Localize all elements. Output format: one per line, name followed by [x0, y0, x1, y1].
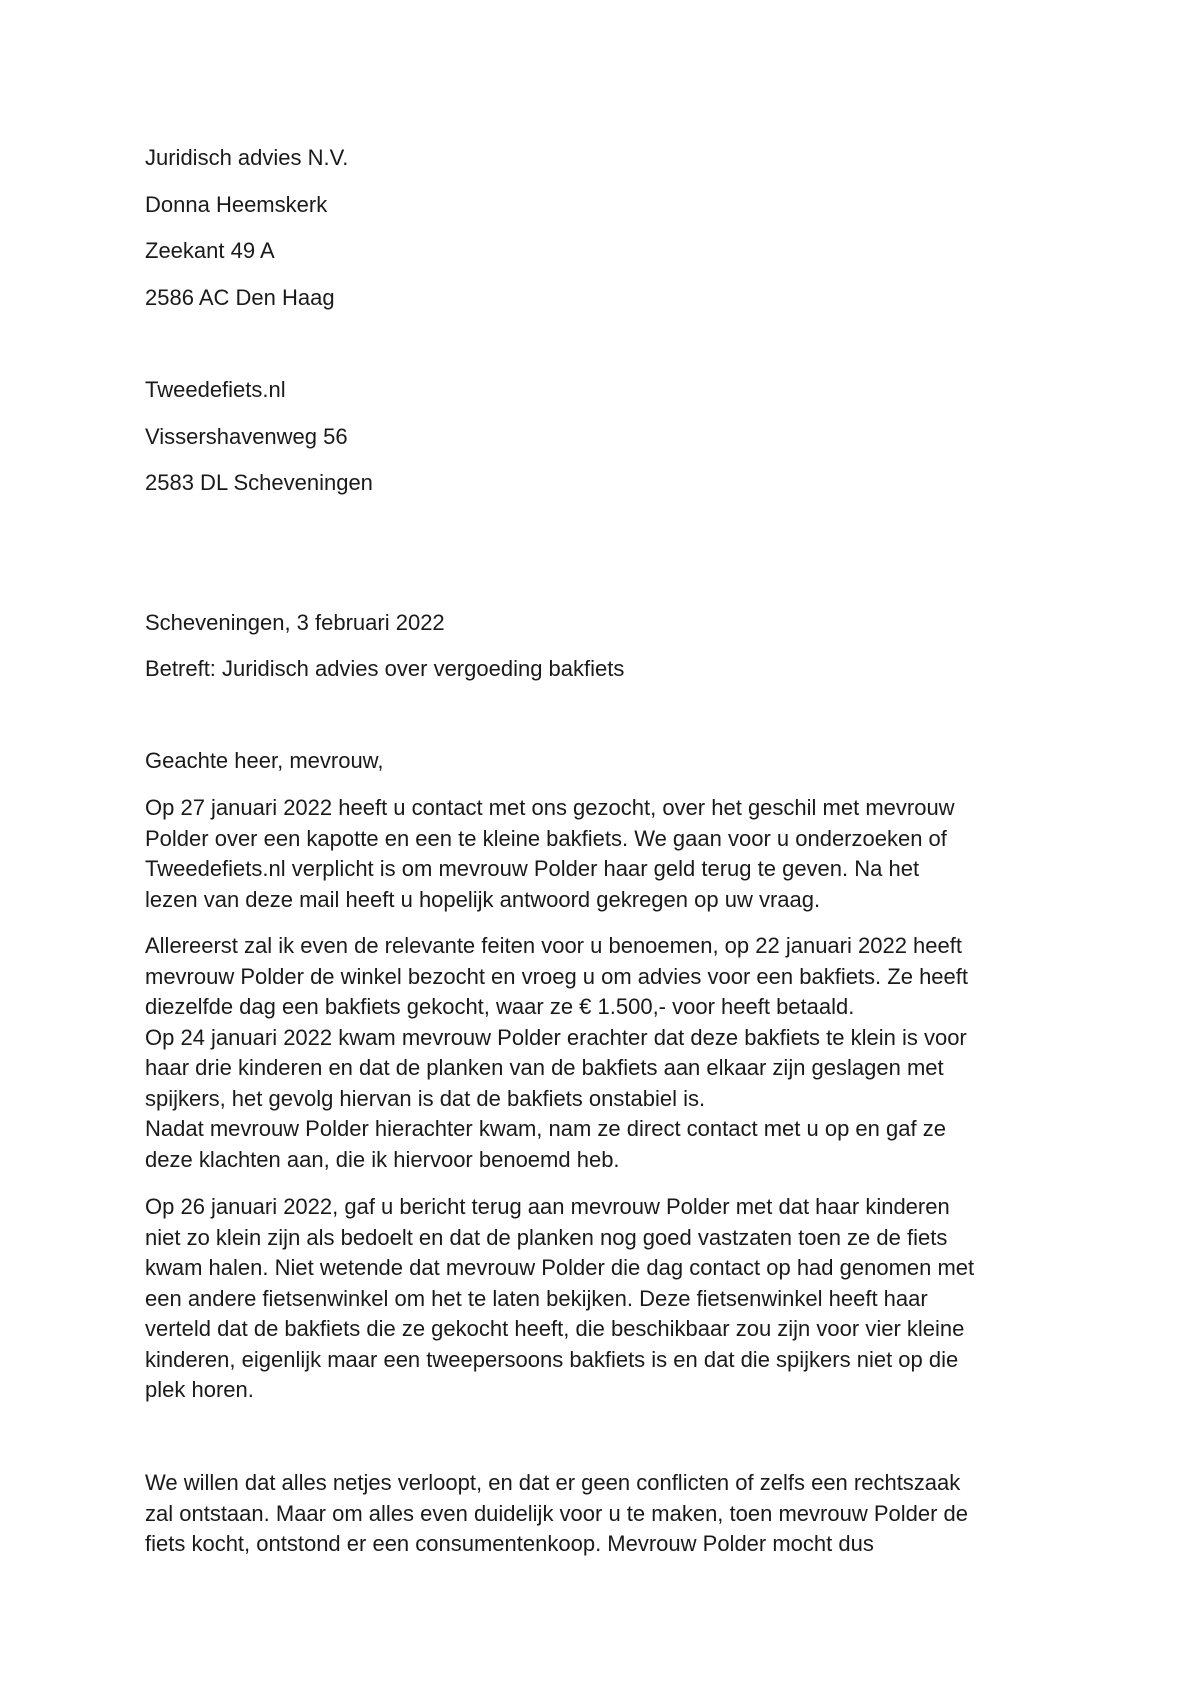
sender-line: 2586 AC Den Haag	[145, 284, 335, 310]
sender-line: Zeekant 49 A	[145, 238, 275, 263]
paragraph-line: diezelfde dag een bakfiets gekocht, waar ze € 1.500,- voor heeft betaald.	[145, 994, 855, 1019]
paragraph-line: Allereerst zal ik even de relevante feiten voor u benoemen, op 22 januari 2022 heeft	[145, 933, 962, 958]
salutation	[145, 746, 1075, 776]
recipient-address	[145, 375, 1075, 515]
salutation-text: Geachte heer, mevrouw,	[145, 748, 384, 773]
paragraph-line: zal ontstaan. Maar om alles even duidelijk voor u te maken, toen mevrouw Polder de	[145, 1500, 968, 1526]
paragraph-line: deze klachten aan, die ik hiervoor benoemd heb.	[145, 1146, 620, 1172]
body-paragraph-2	[145, 931, 1075, 1175]
paragraph-line: Op 27 januari 2022 heeft u contact met ons gezocht, over het geschil met mevrouw	[145, 795, 955, 820]
paragraph-line: spijkers, het gevolg hiervan is dat de bakfiets onstabiel is.	[145, 1085, 706, 1111]
paragraph-line: niet zo klein zijn als bedoelt en dat de planken nog goed vastzaten toen ze de fiets	[145, 1224, 948, 1250]
paragraph-line: Nadat mevrouw Polder hierachter kwam, nam ze direct contact met u op en gaf ze	[145, 1116, 946, 1141]
paragraph-line: verteld dat de bakfiets die ze gekocht heeft, die beschikbaar zou zijn voor vier kleine	[145, 1316, 965, 1341]
place-date-text: Scheveningen, 3 februari 2022	[145, 610, 445, 635]
recipient-line: Tweedefiets.nl	[145, 377, 286, 402]
place-date	[145, 608, 1075, 638]
sender-address	[145, 143, 1075, 329]
paragraph-line: Op 24 januari 2022 kwam mevrouw Polder erachter dat deze bakfiets te klein is voor	[145, 1024, 967, 1050]
paragraph-line: mevrouw Polder de winkel bezocht en vroeg u om advies voor een bakfiets. Ze heeft	[145, 963, 969, 989]
body-paragraph-3	[145, 1192, 1075, 1406]
recipient-line: Vissershavenweg 56	[145, 423, 348, 449]
sender-line: Juridisch advies N.V.	[145, 145, 349, 170]
paragraph-line: Tweedefiets.nl verplicht is om mevrouw Polder haar geld terug te geven. Na het	[145, 856, 920, 881]
paragraph-line: plek horen.	[145, 1377, 254, 1402]
paragraph-line: kwam halen. Niet wetende dat mevrouw Polder die dag contact op had genomen met	[145, 1255, 975, 1280]
sender-line: Donna Heemskerk	[145, 191, 328, 217]
paragraph-line: Op 26 januari 2022, gaf u bericht terug aan mevrouw Polder met dat haar kinderen	[145, 1194, 950, 1219]
subject-text: Betreft: Juridisch advies over vergoeding bakfiets	[145, 656, 625, 681]
paragraph-line: fiets kocht, ontstond er een consumentenkoop. Mevrouw Polder mocht dus	[145, 1531, 874, 1556]
body-paragraph-4	[145, 1468, 1075, 1560]
paragraph-line: lezen van deze mail heeft u hopelijk antwoord gekregen op uw vraag.	[145, 886, 821, 912]
paragraph-line: een andere fietsenwinkel om het te laten bekijken. Deze fietsenwinkel heeft haar	[145, 1285, 928, 1311]
subject	[145, 654, 1075, 684]
paragraph-line: Polder over een kapotte en een te kleine bakfiets. We gaan voor u onderzoeken of	[145, 825, 947, 851]
paragraph-line: We willen dat alles netjes verloopt, en dat er geen conflicten of zelfs een rechtszaak	[145, 1470, 961, 1495]
paragraph-line: kinderen, eigenlijk maar een tweepersoons bakfiets is en dat die spijkers niet op die	[145, 1346, 959, 1372]
body-paragraph-1	[145, 793, 1075, 915]
recipient-line: 2583 DL Scheveningen	[145, 470, 373, 495]
paragraph-line: haar drie kinderen en dat de planken van de bakfiets aan elkaar zijn geslagen met	[145, 1055, 944, 1080]
